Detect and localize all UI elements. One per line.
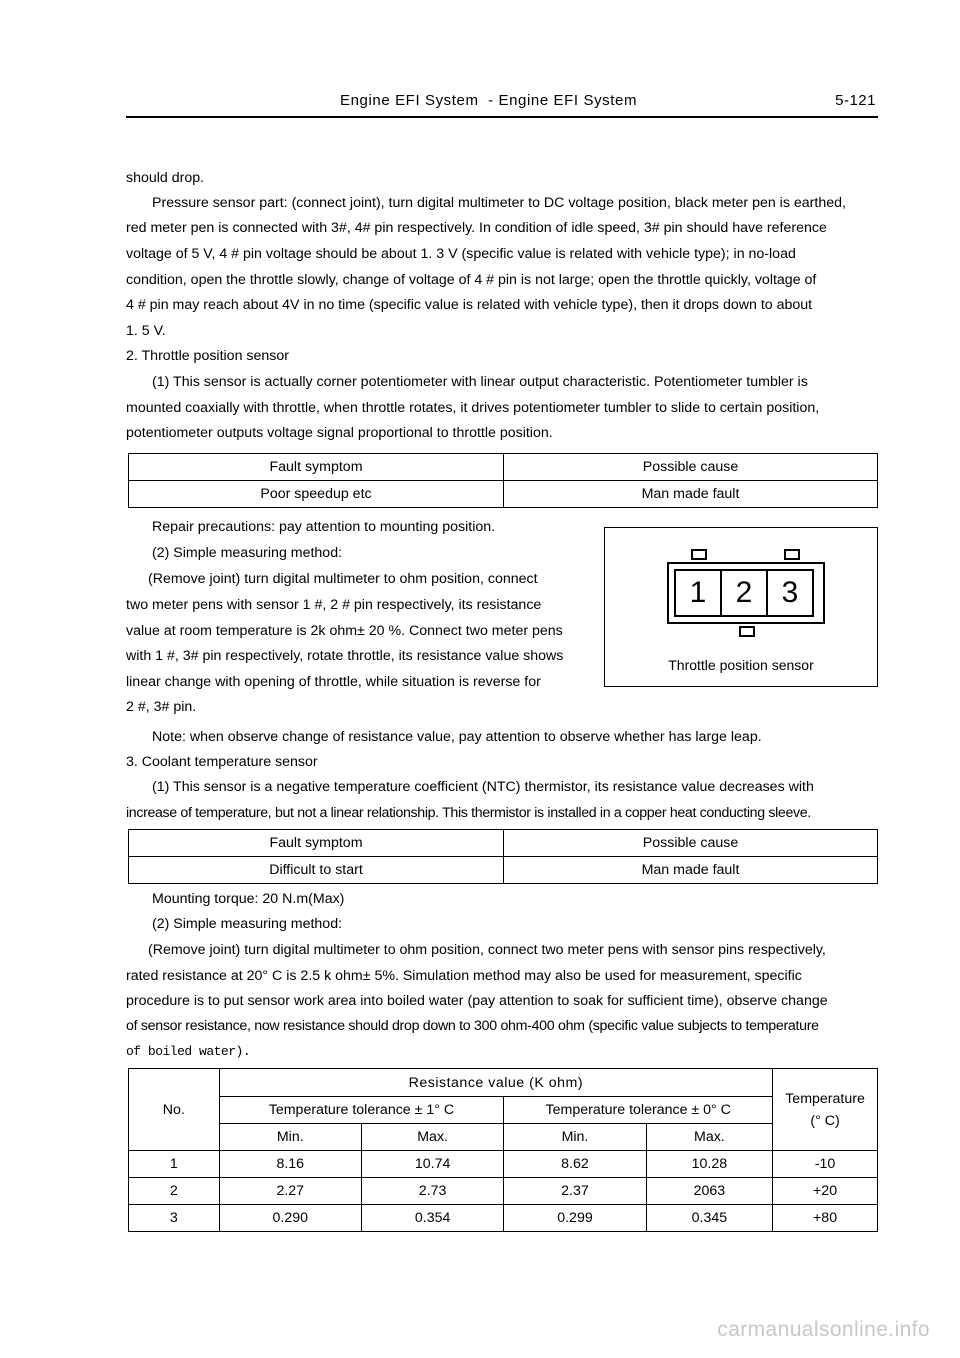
table-cell: 0.354 (361, 1205, 503, 1232)
table-cell: 0.290 (219, 1205, 361, 1232)
resistance-table (128, 1068, 878, 1232)
header-title: Engine EFI System - Engine EFI System (340, 92, 638, 109)
connector-tab (784, 549, 800, 560)
text-line: linear change with opening of throttle, while situation is reverse for (126, 674, 541, 690)
min-header: Min. (219, 1124, 361, 1151)
table-cell: 2 (129, 1178, 220, 1205)
table-cell: +80 (773, 1205, 878, 1232)
table-cell: 10.74 (361, 1151, 503, 1178)
text-line: (Remove joint) turn digital multimeter to ohm position, connect two meter pens with sensor pins respectively, (148, 942, 826, 958)
text-line: increase of temperature, but not a linear relationship. This thermistor is installed in a copper heat conducting sleeve. (126, 805, 811, 821)
table-cell: 1 (129, 1151, 220, 1178)
fault-table-coolant (128, 829, 878, 884)
text-line: two meter pens with sensor 1 #, 2 # pin respectively, its resistance (126, 597, 542, 613)
section-heading: 3. Coolant temperature sensor (126, 754, 318, 770)
table-cell: Man made fault (504, 481, 878, 508)
text-line: rated resistance at 20° C is 2.5 k ohm± 5%. Simulation method may also be used for measurement, specific (126, 968, 802, 984)
tolerance-0-header: Temperature tolerance ± 0° C (504, 1097, 773, 1124)
connector-pin-1: 1 (674, 569, 722, 617)
temperature-header-label: Temperature (785, 1090, 865, 1107)
text-line: 2 #, 3# pin. (126, 699, 197, 715)
figure-caption: Throttle position sensor (668, 657, 814, 673)
table-cell: -10 (773, 1151, 878, 1178)
no-header: No. (129, 1069, 220, 1151)
text-line: of boiled water). (126, 1044, 251, 1059)
table-cell: 0.345 (646, 1205, 772, 1232)
text-line: condition, open the throttle slowly, change of voltage of 4 # pin is not large; open the throttle quickly, voltage of (126, 272, 817, 288)
table-cell: 2063 (646, 1178, 772, 1205)
max-header: Max. (361, 1124, 503, 1151)
table-cell: 2.73 (361, 1178, 503, 1205)
table-cell: 2.37 (504, 1178, 646, 1205)
page-header (126, 88, 878, 118)
text-line: procedure is to put sensor work area into boiled water (pay attention to soak for sufficient time), observe change (126, 993, 828, 1009)
table-row (129, 1178, 878, 1205)
page-number: 5-121 (835, 92, 876, 109)
text-line: should drop. (126, 170, 205, 186)
text-line: (2) Simple measuring method: (152, 916, 343, 932)
resistance-header: Resistance value (K ohm) (219, 1069, 773, 1097)
text-line: (2) Simple measuring method: (152, 545, 343, 561)
table-header-cell: Fault symptom (129, 454, 504, 481)
max-header: Max. (646, 1124, 772, 1151)
table-row (129, 1205, 878, 1232)
temperature-header (773, 1069, 878, 1151)
connector-pin-3: 3 (766, 569, 814, 617)
text-line: voltage of 5 V, 4 # pin voltage should be about 1. 3 V (specific value is related with vehicle type); in no-load (126, 246, 796, 262)
table-header-cell: Fault symptom (129, 830, 504, 857)
tolerance-1-header: Temperature tolerance ± 1° C (219, 1097, 504, 1124)
watermark: carmanualsonline.info (717, 1318, 930, 1341)
text-line: Note: when observe change of resistance value, pay attention to observe whether has large leap. (152, 729, 762, 745)
text-line: 4 # pin may reach about 4V in no time (specific value is related with vehicle type), then it drops down to about (126, 297, 813, 313)
text-line: Pressure sensor part: (connect joint), turn digital multimeter to DC voltage position, black meter pen is earthed, (152, 195, 846, 211)
table-cell: 8.16 (219, 1151, 361, 1178)
table-header-cell: Possible cause (504, 454, 878, 481)
table-cell: 10.28 (646, 1151, 772, 1178)
text-line: value at room temperature is 2k ohm± 20 %. Connect two meter pens (126, 623, 563, 639)
text-line: mounted coaxially with throttle, when throttle rotates, it drives potentiometer tumbler to slide to certain position, (126, 400, 820, 416)
temperature-header-unit: (° C) (810, 1112, 840, 1129)
connector-diagram (667, 562, 825, 624)
min-header: Min. (504, 1124, 646, 1151)
connector-pin-2: 2 (720, 569, 768, 617)
connector-tab (691, 549, 707, 560)
table-cell: 2.27 (219, 1178, 361, 1205)
table-cell: Poor speedup etc (129, 481, 504, 508)
table-cell: Man made fault (504, 857, 878, 884)
text-line: Repair precautions: pay attention to mounting position. (152, 519, 496, 535)
table-cell: 3 (129, 1205, 220, 1232)
text-line: 1. 5 V. (126, 323, 166, 339)
table-row (129, 1151, 878, 1178)
text-line: (Remove joint) turn digital multimeter to ohm position, connect (148, 571, 538, 587)
text-line: (1) This sensor is a negative temperature coefficient (NTC) thermistor, its resistance value decreases with (152, 779, 814, 795)
text-line: Mounting torque: 20 N.m(Max) (152, 891, 345, 907)
section-heading: 2. Throttle position sensor (126, 348, 289, 364)
table-cell: +20 (773, 1178, 878, 1205)
text-line: potentiometer outputs voltage signal proportional to throttle position. (126, 425, 553, 441)
table-header-cell: Possible cause (504, 830, 878, 857)
fault-table-throttle (128, 453, 878, 508)
text-line: of sensor resistance, now resistance should drop down to 300 ohm-400 ohm (specific value subjects to temperature (126, 1018, 819, 1034)
table-cell: Difficult to start (129, 857, 504, 884)
table-cell: 0.299 (504, 1205, 646, 1232)
text-line: red meter pen is connected with 3#, 4# pin respectively. In condition of idle speed, 3# pin should have reference (126, 220, 827, 236)
table-cell: 8.62 (504, 1151, 646, 1178)
throttle-sensor-figure (604, 527, 878, 687)
connector-tab (739, 626, 755, 637)
text-line: with 1 #, 3# pin respectively, rotate throttle, its resistance value shows (126, 648, 564, 664)
text-line: (1) This sensor is actually corner potentiometer with linear output characteristic. Potentiometer tumbler is (152, 374, 808, 390)
